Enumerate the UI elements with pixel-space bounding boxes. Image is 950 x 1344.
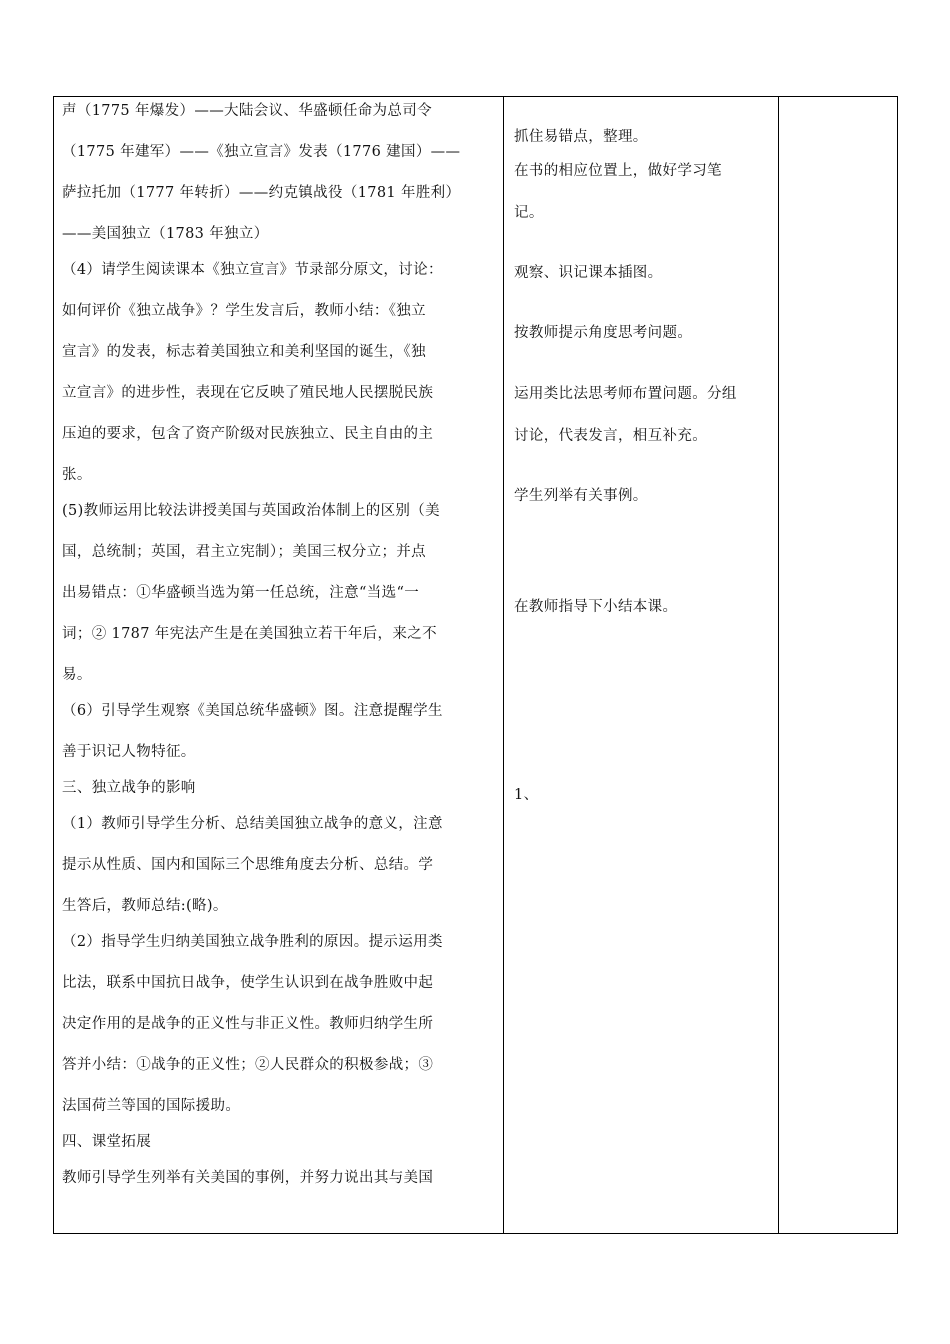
- text-line: 决定作用的是战争的正义性与非正义性。教师归纳学生所: [62, 1016, 434, 1032]
- lesson-plan-table: [53, 96, 898, 1234]
- text-line: 声（1775 年爆发）——大陆会议、华盛顿任命为总司令: [62, 103, 432, 119]
- teacher-activity-cell: [54, 97, 504, 1234]
- text-line: （6）引导学生观察《美国总统华盛顿》图。注意提醒学生: [62, 703, 443, 719]
- text-line: 国，总统制；英国，君主立宪制）；美国三权分立；并点: [62, 544, 426, 560]
- notes-cell: [779, 97, 898, 1234]
- text-line: 易。: [62, 667, 92, 683]
- text-line: 比法，联系中国抗日战争，使学生认识到在战争胜败中起: [62, 975, 434, 991]
- text-line: 教师引导学生列举有关美国的事例，并努力说出其与美国: [62, 1170, 434, 1186]
- text-line: （1）教师引导学生分析、总结美国独立战争的意义，注意: [62, 816, 443, 832]
- text-line: 生答后，教师总结:(略)。: [62, 898, 228, 914]
- text-line: 抓住易错点，整理。: [514, 129, 648, 145]
- text-line: 在书的相应位置上，做好学习笔: [514, 163, 722, 179]
- table-row: [54, 97, 898, 1234]
- text-line: ——美国独立（1783 年独立）: [62, 226, 269, 242]
- text-line: （1775 年建军）——《独立宣言》发表（1776 建国）——: [62, 144, 461, 160]
- text-line: 观察、识记课本插图。: [514, 265, 663, 281]
- text-line: 学生列举有关事例。: [514, 488, 648, 504]
- text-line: 在教师指导下小结本课。: [514, 599, 678, 615]
- text-line: （4）请学生阅读课本《独立宣言》节录部分原文，讨论：: [62, 262, 443, 278]
- text-line: (5)教师运用比较法讲授美国与英国政治体制上的区别（美: [62, 503, 440, 519]
- text-line: 立宣言》的进步性，表现在它反映了殖民地人民摆脱民族: [62, 385, 434, 401]
- section-heading: 三、独立战争的影响: [62, 780, 196, 796]
- text-line: 萨拉托加（1777 年转折）——约克镇战役（1781 年胜利）: [62, 185, 461, 201]
- text-line: 善于识记人物特征。: [62, 744, 196, 760]
- text-line: 1、: [514, 787, 539, 803]
- text-line: 如何评价《独立战争》？学生发言后，教师小结：《独立: [62, 303, 426, 319]
- text-line: 法国荷兰等国的国际援助。: [62, 1098, 241, 1114]
- text-line: 提示从性质、国内和国际三个思维角度去分析、总结。学: [62, 857, 434, 873]
- text-line: 压迫的要求，包含了资产阶级对民族独立、民主自由的主: [62, 426, 434, 442]
- student-activity-cell: [504, 97, 779, 1234]
- text-line: 宣言》的发表，标志着美国独立和美利坚国的诞生，《独: [62, 344, 426, 360]
- text-line: 答并小结：①战争的正义性；②人民群众的积极参战；③: [62, 1057, 434, 1073]
- text-line: 记。: [514, 205, 544, 221]
- text-line: 讨论，代表发言，相互补充。: [514, 428, 708, 444]
- section-heading: 四、课堂拓展: [62, 1134, 152, 1150]
- text-line: 张。: [62, 467, 92, 483]
- text-line: 词；② 1787 年宪法产生是在美国独立若干年后，来之不: [62, 626, 437, 642]
- text-line: 按教师提示角度思考问题。: [514, 325, 693, 341]
- text-line: 运用类比法思考师布置问题。分组: [514, 386, 737, 402]
- text-line: 出易错点：①华盛顿当选为第一任总统，注意“当选“一: [62, 585, 420, 601]
- text-line: （2）指导学生归纳美国独立战争胜利的原因。提示运用类: [62, 934, 443, 950]
